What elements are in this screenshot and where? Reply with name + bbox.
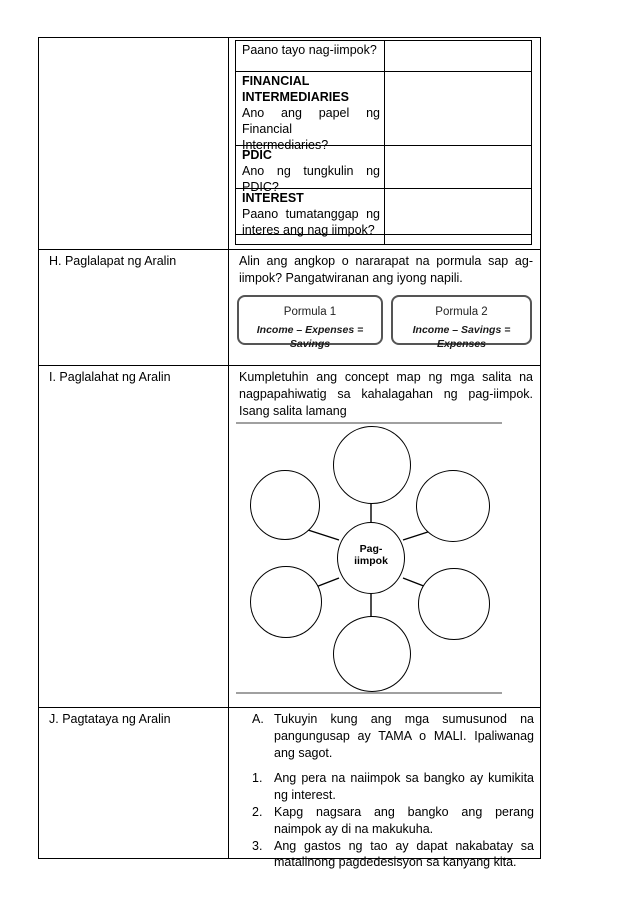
item-number: 1. — [252, 771, 263, 785]
question-heading: PDIC — [242, 148, 272, 162]
inner-row-divider — [236, 71, 531, 72]
question-text: Paano tayo nag-iimpok? — [242, 43, 377, 57]
question-cell — [242, 42, 380, 58]
formula-equation: Income – Savings = Expenses — [412, 324, 511, 350]
item-text: Ang pera na naiimpok sa bangko ay kumikita ng interest. — [274, 771, 534, 802]
column-divider — [228, 38, 229, 858]
question-text: Ano ang papel ng Financial Intermediaries? — [242, 106, 380, 152]
concept-bubble-bottom[interactable] — [333, 616, 411, 692]
instruction-item — [252, 711, 534, 762]
center-label-line1: Pag- — [359, 543, 383, 555]
concept-center-bubble — [337, 522, 405, 594]
concept-bubble-lower-right[interactable] — [418, 568, 490, 640]
center-label-line2: iimpok — [354, 555, 388, 568]
question-heading: FINANCIAL INTERMEDIARIES — [242, 74, 349, 104]
question-cell — [242, 190, 380, 238]
formula-title: Pormula 2 — [435, 306, 488, 318]
list-item — [252, 770, 534, 804]
item-number: 2. — [252, 804, 263, 819]
section-text-h: Alin ang angkop o nararapat na pormula sap ag-iimpok? Pangatwiranan ang iyong napili. — [239, 254, 533, 285]
item-number: 3. — [252, 838, 263, 853]
assessment-instruction — [252, 711, 534, 762]
row-divider-h — [39, 249, 540, 250]
list-item — [252, 804, 534, 838]
section-text-i: Kumpletuhin ang concept map ng mga salita na nagpapahiwatig sa kahalagahan ng pag-iimpok. Isang salita lamang — [239, 370, 533, 418]
item-text: Ang gastos ng tao ay dapat nakabatay sa matalinong pagdedesisyon sa kanyang kita. — [274, 838, 534, 870]
instruction-marker: A. — [252, 712, 264, 726]
question-text: Paano tumatanggap ng interes ang nag iimpok? — [242, 207, 380, 237]
question-text: Ano ng tungkulin ng PDIC? — [242, 164, 380, 194]
question-heading: INTEREST — [242, 191, 304, 205]
formula-title: Pormula 1 — [283, 306, 337, 318]
concept-map — [236, 422, 504, 694]
list-item — [252, 838, 534, 872]
instruction-text: Tukuyin kung ang mga sumusunod na pangungusap ay TAMA o MALI. Ipaliwanag ang sagot. — [274, 712, 534, 760]
connector-line — [308, 530, 339, 540]
concept-bubble-upper-left[interactable] — [250, 470, 320, 540]
row-divider-i — [39, 365, 540, 366]
question-cell — [242, 73, 380, 153]
formula-box-1 — [237, 295, 383, 350]
center-label — [338, 543, 404, 567]
row-divider-j — [39, 707, 540, 708]
assessment-items — [252, 770, 534, 871]
concept-bubble-lower-left[interactable] — [250, 566, 322, 638]
inner-question-table — [235, 40, 532, 245]
formula-box-2 — [391, 295, 532, 350]
formula-equation: Income – Expenses = Savings — [256, 324, 364, 350]
question-cell — [242, 147, 380, 195]
item-text: Kapg nagsara ang bangko ang perang naimpok ay di na makukuha. — [274, 804, 534, 836]
concept-bubble-upper-right[interactable] — [416, 470, 490, 542]
section-label-h: H. Paglalapat ng Aralin — [49, 254, 177, 268]
section-label-i: I. Paglalahat ng Aralin — [49, 370, 171, 384]
concept-bubble-top[interactable] — [333, 426, 411, 504]
section-label-j: J. Pagtataya ng Aralin — [49, 712, 171, 726]
